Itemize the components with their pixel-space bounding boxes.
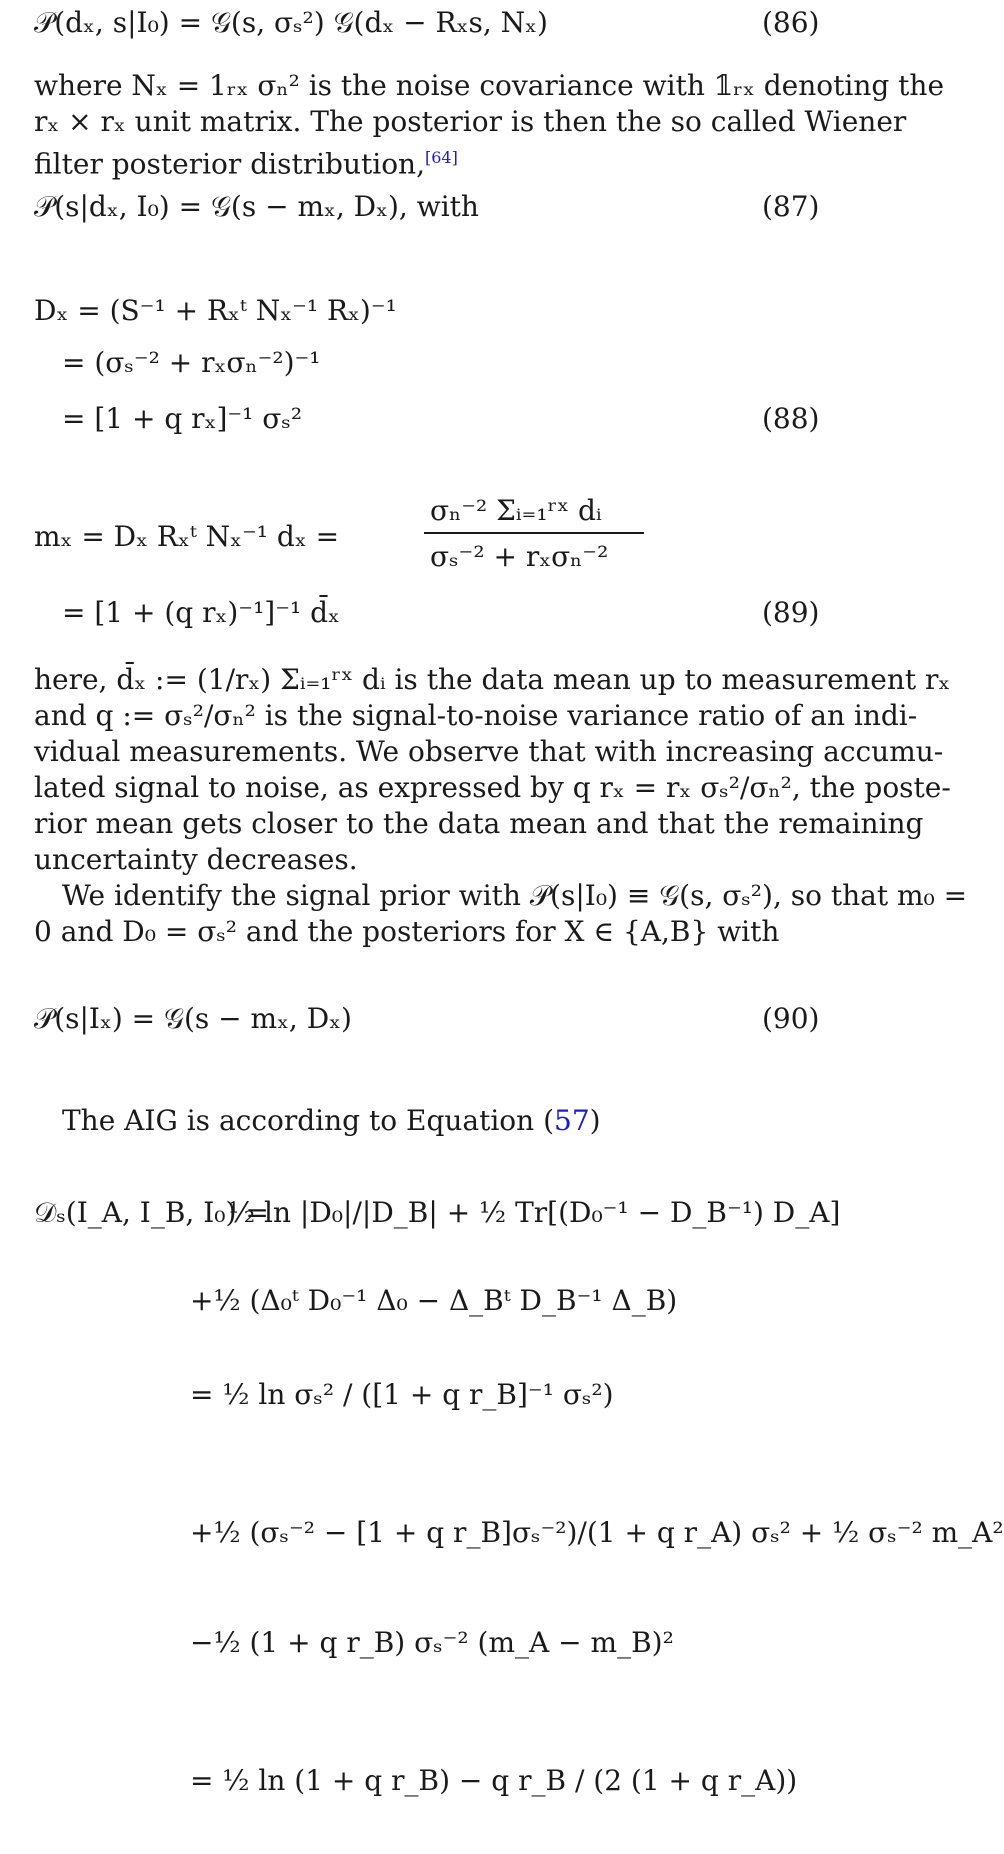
text-line: We identify the signal prior with 𝒫(s|I₀) ≡ 𝒢(s, σₛ²), so that m₀ = bbox=[62, 879, 968, 912]
text-line: rₓ × rₓ unit matrix. The posterior is then the so called Wiener bbox=[34, 105, 907, 138]
aig-line-1-lhs: 𝒟ₛ(I_A, I_B, I₀) = bbox=[34, 1196, 269, 1229]
aig-line-5: −½ (1 + q r_B) σₛ⁻² (m_A − m_B)² bbox=[190, 1626, 674, 1659]
text-line: vidual measurements. We observe that with increasing accumu- bbox=[34, 735, 944, 768]
equation-87: 𝒫(s|dₓ, I₀) = 𝒢(s − mₓ, Dₓ), with bbox=[34, 190, 479, 223]
equation-86: 𝒫(dₓ, s|I₀) = 𝒢(s, σₛ²) 𝒢(dₓ − Rₓs, Nₓ) bbox=[34, 6, 548, 39]
paragraph-signal-prior bbox=[34, 878, 968, 950]
equation-number-89: (89) bbox=[762, 596, 820, 629]
text-line: lated signal to noise, as expressed by q rₓ = rₓ σₛ²/σₙ², the poste- bbox=[34, 771, 951, 804]
text-line: rior mean gets closer to the data mean and that the remaining bbox=[34, 807, 924, 840]
equation-89-denominator: σₛ⁻² + rₓσₙ⁻² bbox=[430, 540, 609, 573]
paragraph-data-mean bbox=[34, 662, 951, 878]
text-line: here, d̄ₓ := (1/rₓ) Σᵢ₌₁ʳˣ dᵢ is the data mean up to measurement rₓ bbox=[34, 663, 951, 696]
text: The AIG is according to Equation ( bbox=[62, 1104, 555, 1137]
text: ) bbox=[589, 1104, 601, 1137]
aig-line-4: +½ (σₛ⁻² − [1 + q r_B]σₛ⁻²)/(1 + q r_A) σₛ² + ½ σₛ⁻² m_A² bbox=[190, 1516, 1004, 1549]
equation-number-88: (88) bbox=[762, 402, 820, 435]
equation-89-numerator: σₙ⁻² Σᵢ₌₁ʳˣ dᵢ bbox=[430, 494, 602, 527]
equation-89-lhs: mₓ = Dₓ Rₓᵗ Nₓ⁻¹ dₓ = bbox=[34, 520, 340, 553]
citation-link[interactable]: [64] bbox=[425, 148, 458, 167]
text-line: 0 and D₀ = σₛ² and the posteriors for X ∈ {A,B} with bbox=[34, 915, 780, 948]
equation-number-87: (87) bbox=[762, 190, 820, 223]
text-line: uncertainty decreases. bbox=[34, 843, 358, 876]
paragraph-aig-intro bbox=[62, 1104, 601, 1137]
paragraph-noise-covariance bbox=[34, 68, 945, 182]
equation-89-line-2: = [1 + (q rₓ)⁻¹]⁻¹ d̄ₓ bbox=[62, 596, 340, 629]
equation-88-line-1: Dₓ = (S⁻¹ + Rₓᵗ Nₓ⁻¹ Rₓ)⁻¹ bbox=[34, 294, 397, 327]
equation-88-line-2: = (σₛ⁻² + rₓσₙ⁻²)⁻¹ bbox=[62, 346, 321, 379]
equation-reference-link[interactable]: 57 bbox=[554, 1104, 590, 1137]
equation-88-line-3: = [1 + q rₓ]⁻¹ σₛ² bbox=[62, 402, 303, 435]
aig-line-2: +½ (Δ₀ᵗ D₀⁻¹ Δ₀ − Δ_Bᵗ D_B⁻¹ Δ_B) bbox=[190, 1284, 678, 1317]
text-line bbox=[34, 140, 818, 182]
aig-line-3: = ½ ln σₛ² / ([1 + q r_B]⁻¹ σₛ²) bbox=[190, 1378, 614, 1411]
aig-line-6: = ½ ln (1 + q r_B) − q r_B / (2 (1 + q r_A)) bbox=[190, 1764, 798, 1797]
text-line: filter posterior distribution, bbox=[34, 147, 425, 181]
text-line: where Nₓ = 1ᵣₓ σₙ² is the noise covariance with 𝟙ᵣₓ denoting the bbox=[34, 69, 945, 102]
text-line: and q := σₛ²/σₙ² is the signal-to-noise variance ratio of an indi- bbox=[34, 699, 918, 732]
equation-90: 𝒫(s|Iₓ) = 𝒢(s − mₓ, Dₓ) bbox=[34, 1002, 352, 1035]
equation-number-86: (86) bbox=[762, 6, 820, 39]
fraction-bar bbox=[424, 532, 644, 534]
aig-line-1-rhs: ½ ln |D₀|/|D_B| + ½ Tr[(D₀⁻¹ − D_B⁻¹) D_A] bbox=[228, 1196, 841, 1229]
equation-number-90: (90) bbox=[762, 1002, 820, 1035]
